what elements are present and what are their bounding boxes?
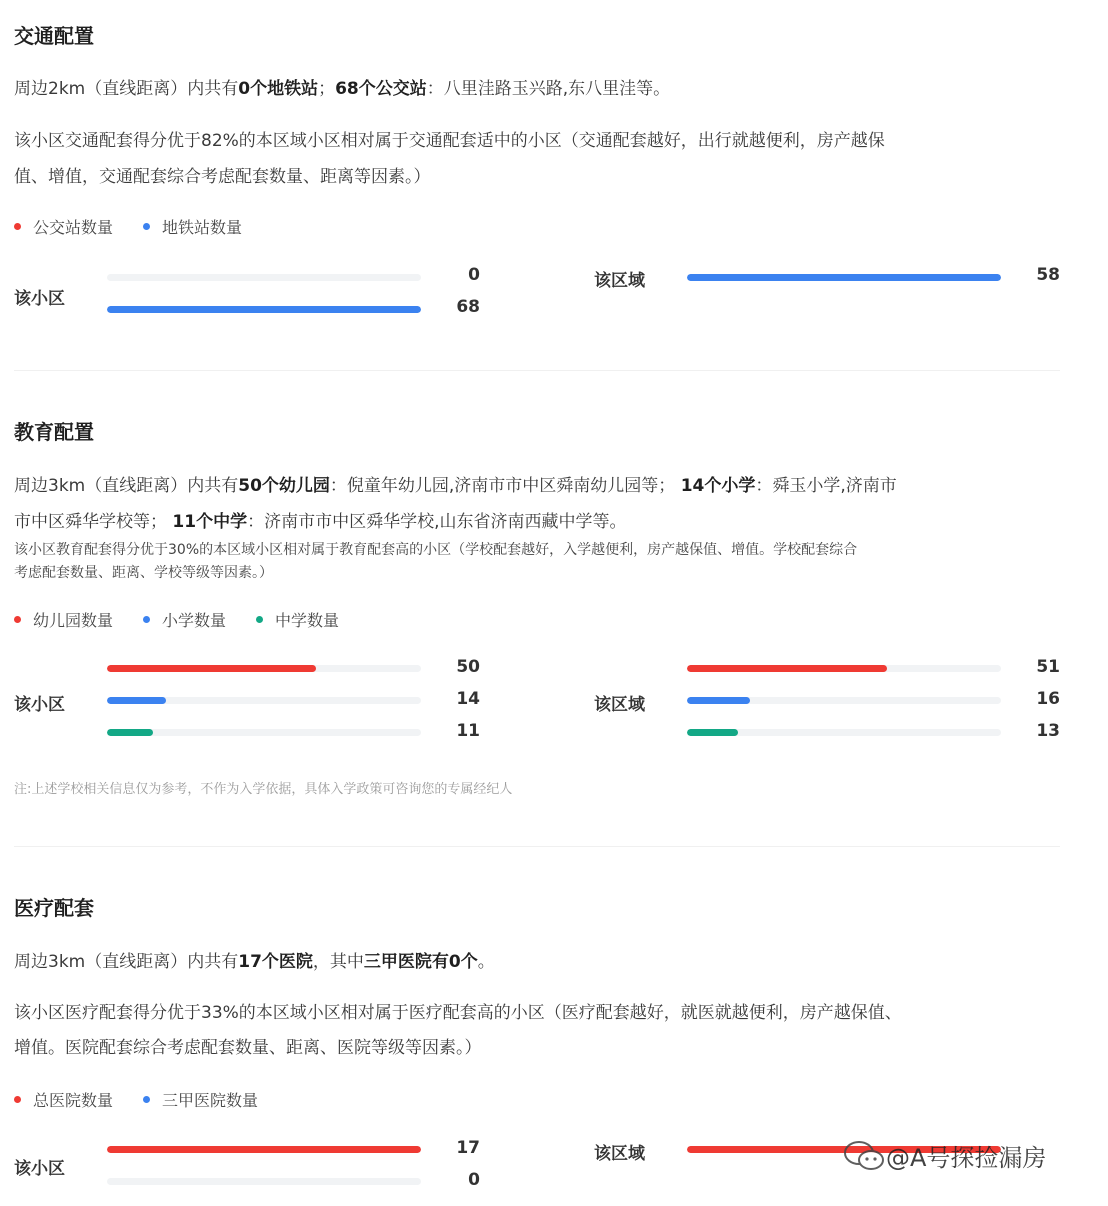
traffic-desc-line2: 值、增值，交通配套综合考虑配套数量、距离等因素。） bbox=[14, 167, 431, 187]
education-title: 教育配置 bbox=[14, 420, 94, 444]
medical-top-hospital-count: 三甲医院有0个 bbox=[363, 952, 478, 972]
traffic-summary bbox=[14, 74, 670, 99]
education-area-kinder-bar bbox=[687, 665, 1001, 672]
legend-item-top-hospital bbox=[143, 1088, 258, 1111]
education-area-primary-value: 16 bbox=[1036, 689, 1060, 709]
traffic-summary-sep: ； bbox=[318, 79, 336, 99]
legend-label-bus: 公交站数量 bbox=[33, 218, 114, 237]
medical-legend bbox=[14, 1088, 258, 1111]
education-community-kinder-bar bbox=[107, 665, 421, 672]
medical-summary bbox=[14, 947, 495, 972]
traffic-desc-line1: 该小区交通配套得分优于82%的本区域小区相对属于交通配套适中的小区（交通配套越好，出行就越便利，房产越保 bbox=[14, 131, 885, 151]
education-kinder-list: ：倪童年幼儿园,济南市市中区舜南幼儿园等； bbox=[329, 476, 676, 496]
medical-community-top-bar bbox=[107, 1178, 421, 1185]
traffic-summary-pre: 周边2km（直线距离）内共有 bbox=[14, 79, 239, 99]
education-area-middle-fill bbox=[687, 729, 738, 736]
education-community-primary-bar bbox=[107, 697, 421, 704]
medical-community-label: 该小区 bbox=[14, 1159, 65, 1179]
legend-item-bus bbox=[14, 215, 113, 238]
education-primary-count: 14个小学 bbox=[680, 476, 756, 496]
legend-item-middle bbox=[256, 608, 339, 631]
education-legend bbox=[14, 608, 339, 631]
education-desc-line2: 考虑配套数量、距离、学校等级等因素。） bbox=[14, 565, 273, 581]
education-area-primary-fill bbox=[687, 697, 750, 704]
education-community-label: 该小区 bbox=[14, 695, 65, 715]
traffic-metro-count: 0个地铁站 bbox=[238, 79, 319, 99]
medical-desc-line2: 增值。医院配套综合考虑配套数量、距离、医院等级等因素。） bbox=[14, 1038, 482, 1058]
education-summary-pre: 周边3km（直线距离）内共有 bbox=[14, 476, 239, 496]
traffic-summary-post: ：八里洼路玉兴路,东八里洼等。 bbox=[426, 79, 671, 99]
education-community-kinder-fill bbox=[107, 665, 316, 672]
medical-community-hospital-bar bbox=[107, 1146, 421, 1153]
wechat-icon bbox=[842, 1139, 886, 1173]
education-community-kinder-value: 50 bbox=[456, 657, 480, 677]
traffic-area-label: 该区域 bbox=[594, 271, 645, 291]
medical-area-label: 该区域 bbox=[594, 1144, 645, 1164]
traffic-community-metro-value: 0 bbox=[468, 265, 480, 285]
medical-community-hospital-value: 17 bbox=[456, 1138, 480, 1158]
red-dot-icon bbox=[14, 223, 21, 230]
medical-community-top-value: 0 bbox=[468, 1170, 480, 1190]
education-note: 注:上述学校相关信息仅为参考，不作为入学依据，具体入学政策可咨询您的专属经纪人 bbox=[14, 782, 513, 797]
medical-hospital-count: 17个医院 bbox=[238, 952, 313, 972]
education-summary-line1 bbox=[14, 471, 897, 496]
traffic-title: 交通配置 bbox=[14, 24, 94, 48]
medical-community-hospital-fill bbox=[107, 1146, 421, 1153]
blue-dot-icon bbox=[143, 616, 150, 623]
medical-desc-line1: 该小区医疗配套得分优于33%的本区域小区相对属于医疗配套高的小区（医疗配套越好，就医就越便利，房产越保值、 bbox=[14, 1003, 902, 1023]
education-community-primary-value: 14 bbox=[456, 689, 480, 709]
education-community-middle-bar bbox=[107, 729, 421, 736]
legend-item-primary bbox=[143, 608, 226, 631]
education-area-kinder-value: 51 bbox=[1036, 657, 1060, 677]
legend-label-kinder: 幼儿园数量 bbox=[33, 611, 114, 630]
education-area-middle-bar bbox=[687, 729, 1001, 736]
traffic-area-bar bbox=[687, 274, 1001, 281]
traffic-legend bbox=[14, 215, 242, 238]
traffic-area-fill bbox=[687, 274, 1001, 281]
education-community-primary-fill bbox=[107, 697, 166, 704]
education-summary-line2 bbox=[14, 507, 626, 532]
section-divider bbox=[14, 370, 1060, 371]
medical-summary-post: 。 bbox=[477, 952, 495, 972]
education-desc-line1: 该小区教育配套得分优于30%的本区域小区相对属于教育配套高的小区（学校配套越好，入学越便利，房产越保值、增值。学校配套综合 bbox=[14, 542, 858, 558]
legend-label-metro: 地铁站数量 bbox=[162, 218, 243, 237]
education-middle-count: 11个中学 bbox=[172, 512, 248, 532]
green-dot-icon bbox=[256, 616, 263, 623]
traffic-community-bus-fill bbox=[107, 306, 421, 313]
blue-dot-icon bbox=[143, 1096, 150, 1103]
medical-summary-pre: 周边3km（直线距离）内共有 bbox=[14, 952, 239, 972]
legend-item-metro bbox=[143, 215, 242, 238]
medical-title: 医疗配套 bbox=[14, 896, 94, 920]
education-community-middle-fill bbox=[107, 729, 153, 736]
traffic-bus-count: 68个公交站 bbox=[335, 79, 427, 99]
legend-item-kinder bbox=[14, 608, 113, 631]
education-area-kinder-fill bbox=[687, 665, 887, 672]
education-area-primary-bar bbox=[687, 697, 1001, 704]
legend-label-primary: 小学数量 bbox=[162, 611, 227, 630]
legend-label-middle: 中学数量 bbox=[275, 611, 340, 630]
legend-label-top-hospital: 三甲医院数量 bbox=[162, 1091, 259, 1110]
education-primary-list: ：舜玉小学,济南市 bbox=[755, 476, 897, 496]
red-dot-icon bbox=[14, 616, 21, 623]
legend-label-hospital: 总医院数量 bbox=[33, 1091, 114, 1110]
blue-dot-icon bbox=[143, 223, 150, 230]
education-kinder-count: 50个幼儿园 bbox=[238, 476, 330, 496]
education-area-middle-value: 13 bbox=[1036, 721, 1060, 741]
education-middle-list: ：济南市市中区舜华学校,山东省济南西藏中学等。 bbox=[247, 512, 627, 532]
red-dot-icon bbox=[14, 1096, 21, 1103]
education-summary-pre2: 市中区舜华学校等； bbox=[14, 512, 167, 532]
traffic-community-label: 该小区 bbox=[14, 289, 65, 309]
education-area-label: 该区域 bbox=[594, 695, 645, 715]
watermark bbox=[842, 1138, 1046, 1173]
medical-summary-mid: ，其中 bbox=[312, 952, 364, 972]
traffic-community-bus-bar bbox=[107, 306, 421, 313]
watermark-text: @A号探捡漏房 bbox=[886, 1144, 1047, 1172]
education-community-middle-value: 11 bbox=[456, 721, 480, 741]
section-divider bbox=[14, 846, 1060, 847]
legend-item-hospital bbox=[14, 1088, 113, 1111]
traffic-area-value: 58 bbox=[1036, 265, 1060, 285]
traffic-community-metro-bar bbox=[107, 274, 421, 281]
traffic-community-bus-value: 68 bbox=[456, 297, 480, 317]
